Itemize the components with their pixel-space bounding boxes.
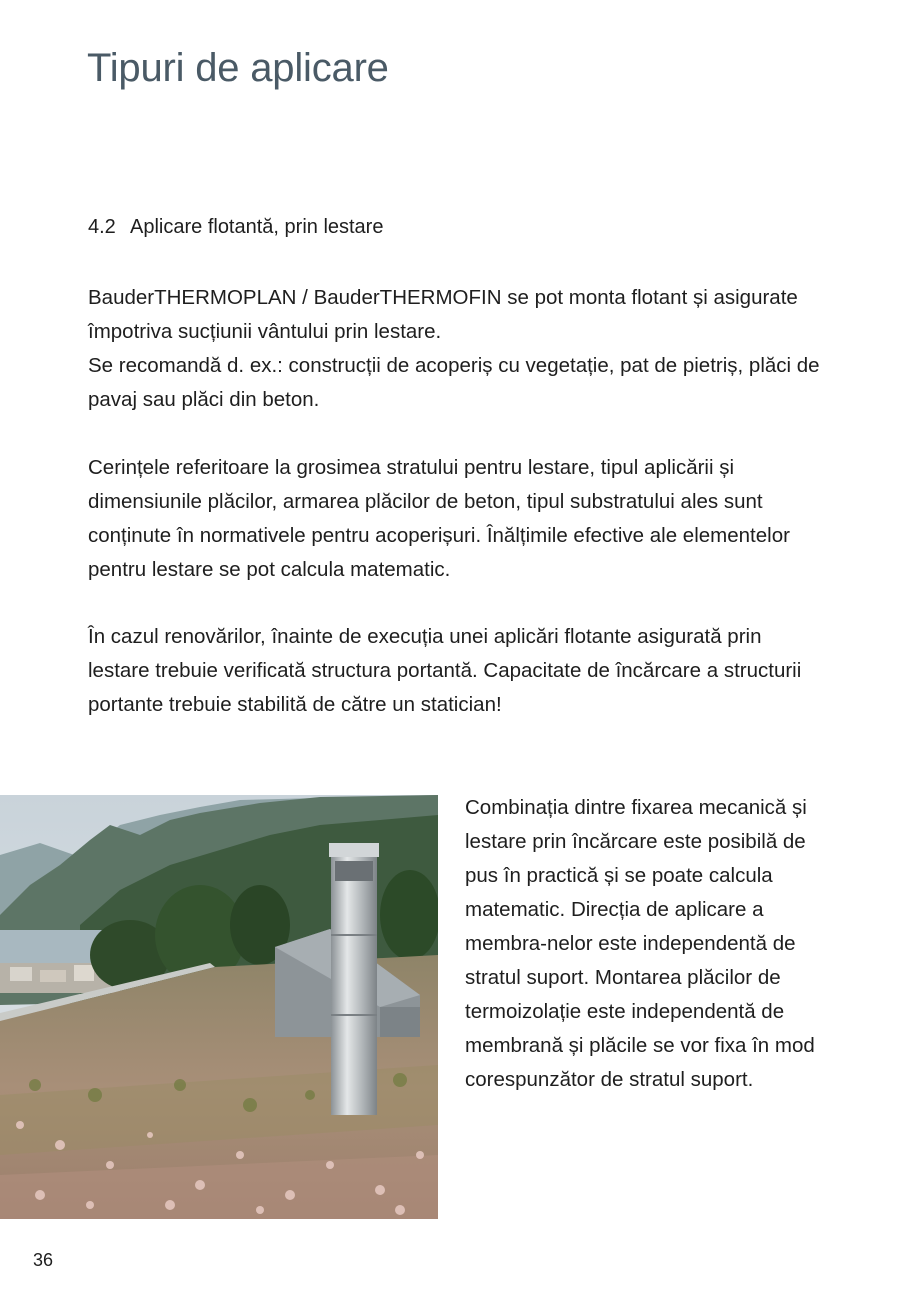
green-roof-photo xyxy=(0,795,438,1219)
section-number: 4.2 xyxy=(88,216,116,238)
paragraph-2: Cerințele referitoare la grosimea stratului pentru lestare, tipul aplicării și dimensiunile plăcilor, armarea plăcilor de beton, tipul substratului ales sunt conținute în normativele pentru acoperișuri. Înălțimile efective ale elementelor pentru lestare se pot calcula matematic. xyxy=(88,456,790,581)
section-title: Aplicare flotantă, prin lestare xyxy=(130,216,384,238)
side-paragraph: Combinația dintre fixarea mecanică și lestare prin încărcare este posibilă de pus în practică și se poate calcula matematic. Direcția de aplicare a membra-nelor este independentă de stratul suport. Montarea plăcilor de termoizolație este independentă de membrană și plăcile se vor fixa în mod corespunzător de stratul suport. xyxy=(465,796,815,1091)
section-heading xyxy=(88,216,383,239)
paragraph-1: BauderTHERMOPLAN / BauderTHERMOFIN se pot monta flotant și asigurate împotriva sucțiunii vântului prin lestare. Se recomandă d. ex.: construcții de acoperiș cu vegetație, pat de pietriș, plăci de pavaj sau plăci din beton. xyxy=(88,286,820,411)
paragraph-3: În cazul renovărilor, înainte de execuția unei aplicări flotante asigurată prin lestare trebuie verificată structura portantă. Capacitate de încărcare a structurii portante trebuie stabilită de către un statician! xyxy=(88,625,802,716)
page-title: Tipuri de aplicare xyxy=(87,46,389,90)
page-number: 36 xyxy=(33,1250,54,1270)
